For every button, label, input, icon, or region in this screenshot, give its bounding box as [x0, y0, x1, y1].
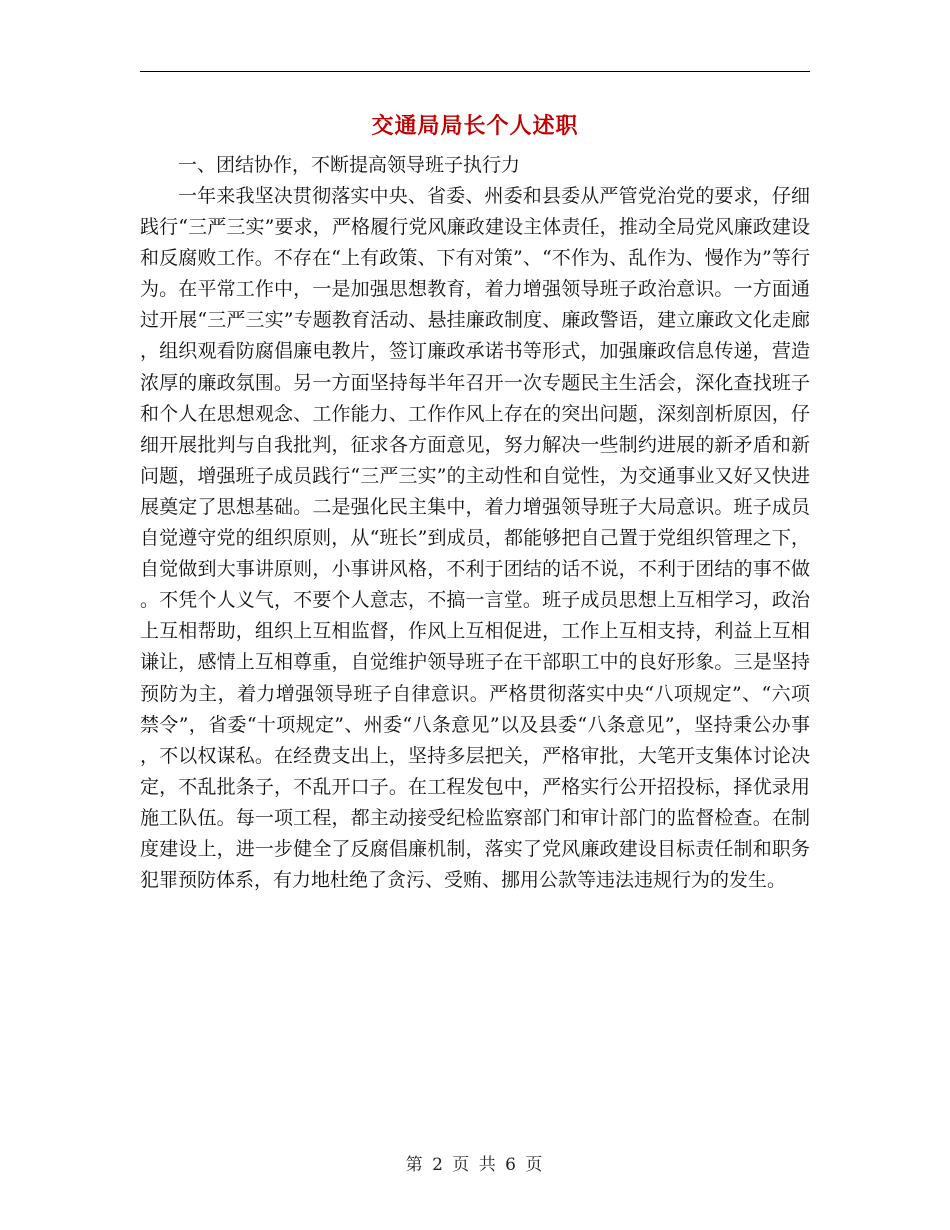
header-rule	[140, 71, 810, 72]
section-heading: 一、团结协作，不断提高领导班子执行力	[178, 154, 521, 176]
document-title: 交通局局长个人述职	[371, 113, 579, 139]
page-number: 第 2 页 共 6 页	[405, 1155, 545, 1175]
body-paragraph: 一年来我坚决贯彻落实中央、省委、州委和县委从严管党治党的要求，仔细践行“三严三实”要求，严格履行党风廉政建设主体责任，推动全局党风廉政建设和反腐败工作。不存在“上有政策、下有对策”、“不作为、乱作为、慢作为”等行为。在平常工作中，一是加强思想教育，着力增强领导班子政治意识。一方面通过开展“三严三实”专题教育活动、悬挂廉政制度、廉政警语，建立廉政文化走廊，组织观看防腐倡廉电教片，签订廉政承诺书等形式，加强廉政信息传递，营造浓厚的廉政氛围。另一方面坚持每半年召开一次专题民主生活会，深化查找班子和个人在思想观念、工作能力、工作作风上存在的突出问题，深刻剖析原因，仔细开展批判与自我批判，征求各方面意见，努力解决一些制约进展的新矛盾和新问题，增强班子成员践行“三严三实”的主动性和自觉性，为交通事业又好又快进展奠定了思想基础。二是强化民主集中，着力增强领导班子大局意识。班子成员自觉遵守党的组织原则，从“班长”到成员，都能够把自己置于党组织管理之下，自觉做到大事讲原则，小事讲风格，不利于团结的话不说，不利于团结的事不做。不凭个人义气，不要个人意志，不搞一言堂。班子成员思想上互相学习，政治上互相帮助，组织上互相监督，作风上互相促进，工作上互相支持，利益上互相谦让，感情上互相尊重，自觉维护领导班子在干部职工中的良好形象。三是坚持预防为主，着力增强领导班子自律意识。严格贯彻落实中央“八项规定”、“六项禁令”，省委“十项规定”、州委“八条意见”以及县委“八条意见”，坚持秉公办事，不以权谋私。在经费支出上，坚持多层把关，严格审批，大笔开支集体讨论决定，不乱批条子，不乱开口子。在工程发包中，严格实行公开招投标，择优录用施工队伍。每一项工程，都主动接受纪检监察部门和审计部门的监督检查。在制度建设上，进一步健全了反腐倡廉机制，落实了党风廉政建设目标责任制和职务犯罪预防体系，有力地杜绝了贪污、受贿、挪用公款等违法违规行为的发生。	[140, 185, 810, 892]
